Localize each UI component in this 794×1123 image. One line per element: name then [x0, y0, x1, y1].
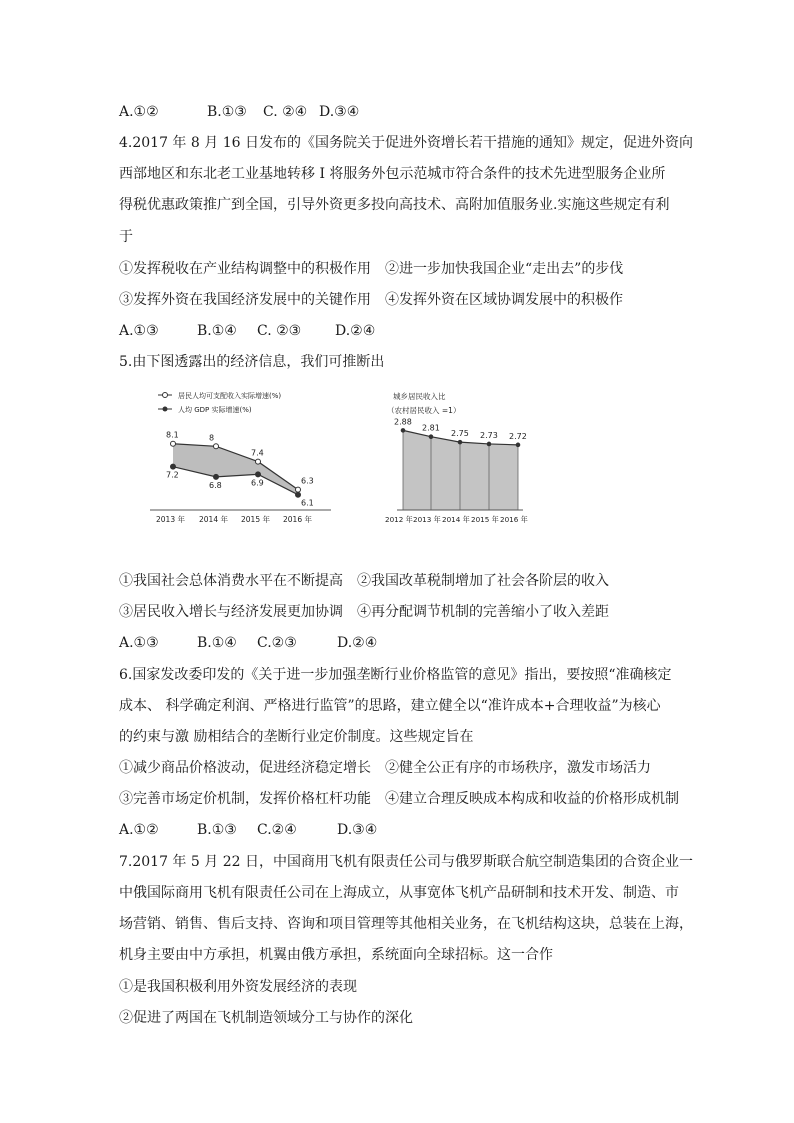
- data-point: [458, 440, 463, 445]
- data-label: 6.1: [301, 498, 314, 508]
- chart2-subtitle: （农村居民收入 =1）: [387, 406, 461, 415]
- x-tick-label: 2015 年: [471, 515, 499, 524]
- option-a: A.①②: [119, 822, 159, 838]
- data-point: [256, 459, 261, 464]
- data-point: [171, 441, 176, 446]
- option-c: C. ②④: [263, 104, 308, 120]
- x-tick-label: 2014 年: [442, 515, 470, 524]
- data-point: [296, 487, 301, 492]
- chart1-fill-band: [173, 444, 298, 495]
- data-point: [296, 492, 301, 497]
- x-tick-label: 2014 年: [199, 515, 228, 524]
- option-a: A.①③: [119, 323, 159, 339]
- x-tick-label: 2013 年: [413, 515, 441, 524]
- option-a: A.①③: [119, 635, 159, 651]
- option-d: D.②④: [335, 323, 376, 339]
- q6-statement: ③完善市场定价机制，发挥价格杠杆功能 ④建立合理反映成本构成和收益的价格形成机制: [119, 791, 679, 807]
- legend-label-gdp: 人均 GDP 实际增速(%): [178, 406, 252, 414]
- data-label: 6.3: [301, 476, 314, 486]
- q3-options: [119, 102, 359, 122]
- data-point: [429, 434, 434, 439]
- q5-options: [119, 633, 377, 653]
- q6-stem-line: 6.国家发改委印发的《关于进一步加强垄断行业价格监管的意见》指出，要按照“准确核定: [119, 667, 672, 683]
- q7-statement: ②促进了两国在飞机制造领域分工与协作的深化: [119, 1010, 413, 1026]
- data-label: 2.81: [422, 423, 440, 433]
- option-c: C.②③: [257, 635, 297, 651]
- data-label: 2.88: [394, 417, 412, 427]
- q4-options: [119, 321, 375, 341]
- q4-statement: ①发挥税收在产业结构调整中的积极作用 ②进一步加快我国企业“走出去”的步伐: [119, 261, 624, 277]
- data-label: 6.9: [251, 478, 264, 488]
- data-point: [171, 464, 176, 469]
- data-point: [256, 472, 261, 477]
- data-label: 8: [209, 433, 215, 443]
- q7-stem-line: 机身主要由中方承担，机翼由俄方承担，系统面向全球招标。这一合作: [119, 947, 553, 963]
- option-c: C.②④: [257, 822, 297, 838]
- data-point: [487, 442, 492, 447]
- q4-stem-line: 4.2017 年 8 月 16 日发布的《国务院关于促进外资增长若干措施的通知》规定，促进外资向: [119, 135, 693, 151]
- option-b: B.①④: [197, 323, 237, 339]
- data-point: [516, 443, 521, 448]
- data-label: 7.2: [166, 470, 179, 480]
- x-tick-label: 2015 年: [241, 515, 270, 524]
- q4-stem-line: 得税优惠政策推广到全国，引导外资更多投向高技术、高附加值服务业.实施这些规定有利: [119, 197, 670, 213]
- q5-stem: 5.由下图透露出的经济信息，我们可推断出: [119, 354, 385, 370]
- q6-options: [119, 820, 377, 840]
- q7-statement: ①是我国积极利用外资发展经济的表现: [119, 979, 357, 995]
- q7-stem-line: 7.2017 年 5 月 22 日，中国商用飞机有限责任公司与俄罗斯联合航空制造集团的合资企业一: [119, 854, 693, 870]
- data-label: 6.8: [209, 480, 222, 490]
- option-c: C. ②③: [257, 323, 302, 339]
- q6-stem-line: 成本、 科学确定利润、严格进行监管”的思路，建立健全以“准许成本+合理收益”为核心: [119, 698, 661, 714]
- data-label: 2.72: [509, 431, 527, 441]
- data-label: 2.73: [480, 430, 498, 440]
- q7-stem-line: 场营销、销售、售后支持、咨询和项目管理等其他相关业务，在飞机结构这块，总装在上海，: [119, 916, 693, 932]
- x-tick-label: 2016 年: [500, 515, 528, 524]
- option-d: D.②④: [337, 635, 378, 651]
- x-tick-label: 2012 年: [385, 515, 413, 524]
- data-point: [214, 474, 219, 479]
- option-a: A.①②: [119, 104, 159, 120]
- q7-stem-line: 中俄国际商用飞机有限责任公司在上海成立，从事宽体飞机产品研制和技术开发、制造、市: [119, 885, 679, 901]
- x-tick-label: 2016 年: [283, 515, 312, 524]
- data-point: [214, 444, 219, 449]
- legend-label-income: 居民人均可支配收入实际增速(%): [178, 392, 282, 400]
- q4-statement: ③发挥外资在我国经济发展中的关键作用 ④发挥外资在区域协调发展中的积极作: [119, 292, 623, 308]
- option-b: B.①④: [197, 635, 237, 651]
- q6-stem-line: 的约束与激 励相结合的垄断行业定价制度。这些规定旨在: [119, 729, 474, 745]
- option-d: D.③④: [319, 104, 360, 120]
- data-label: 2.75: [451, 429, 469, 439]
- legend-marker-open: [163, 393, 168, 398]
- income-ratio-chart: [383, 383, 553, 525]
- option-b: B.①③: [197, 822, 237, 838]
- data-label: 7.4: [251, 448, 264, 458]
- q5-statement: ③居民收入增长与经济发展更加协调 ④再分配调节机制的完善缩小了收入差距: [119, 604, 609, 620]
- legend-marker-filled: [163, 407, 168, 412]
- q4-stem-line: 西部地区和东北老工业基地转移 I 将服务外包示范城市符合条件的技术先进型服务企业所: [119, 166, 666, 182]
- data-label: 8.1: [166, 430, 179, 440]
- q5-statement: ①我国社会总体消费水平在不断提高 ②我国改革税制增加了社会各阶层的收入: [119, 573, 609, 589]
- x-tick-label: 2013 年: [156, 515, 185, 524]
- growth-rate-chart: [148, 383, 333, 525]
- chart2-title: 城乡居民收入比: [393, 392, 446, 401]
- option-b: B.①③: [207, 104, 247, 120]
- q4-stem-line: 于: [119, 229, 133, 245]
- option-d: D.③④: [337, 822, 378, 838]
- q6-statement: ①减少商品价格波动，促进经济稳定增长 ②健全公正有序的市场秩序，激发市场活力: [119, 760, 651, 776]
- data-point: [401, 428, 406, 433]
